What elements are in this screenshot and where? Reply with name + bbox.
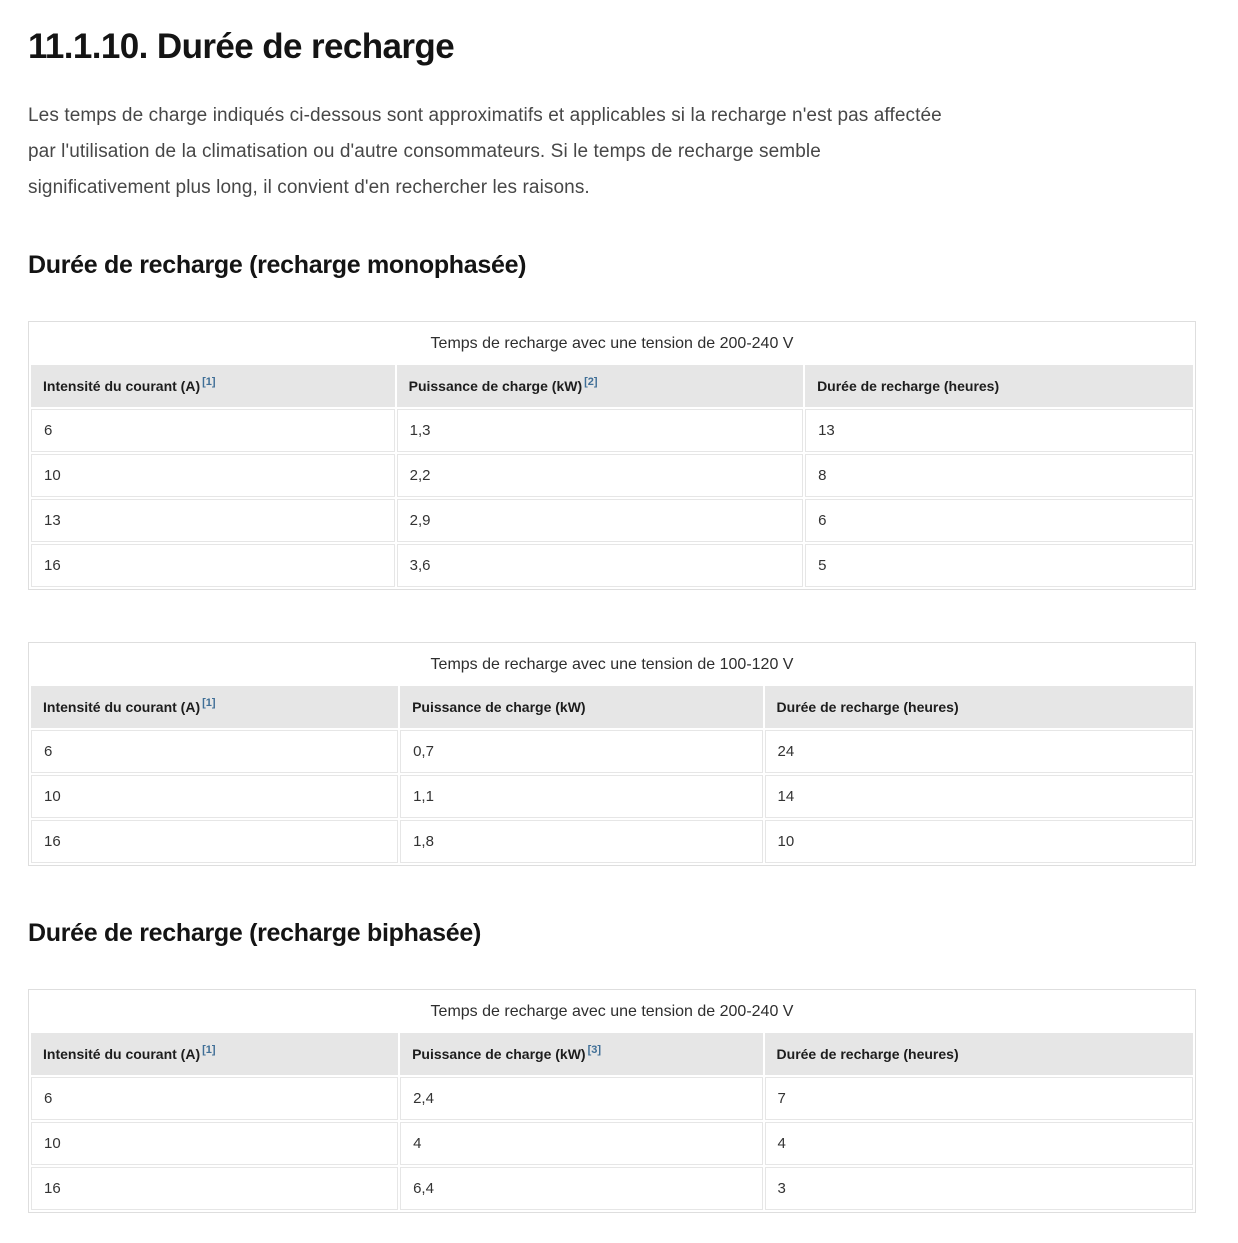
table-row bbox=[31, 499, 1193, 542]
table-cell: 16 bbox=[31, 820, 398, 863]
table-caption-row bbox=[31, 324, 1193, 363]
column-header bbox=[31, 1033, 398, 1075]
intro-line: significativement plus long, il convient d'en rechercher les raisons. bbox=[28, 177, 590, 198]
column-header-label: Durée de recharge (heures) bbox=[817, 378, 1000, 394]
table-cell: 2,4 bbox=[400, 1077, 762, 1120]
footnote-link[interactable]: [1] bbox=[202, 1044, 216, 1057]
column-header-label: Puissance de charge (kW) bbox=[412, 699, 586, 715]
footnote-link[interactable]: [1] bbox=[202, 376, 216, 389]
column-header-label: Puissance de charge (kW) bbox=[408, 378, 583, 394]
table-cell: 2,9 bbox=[397, 499, 803, 542]
table-cell: 3 bbox=[765, 1167, 1193, 1210]
table-caption: Temps de recharge avec une tension de 200-240 V bbox=[430, 1003, 794, 1020]
footnote-link[interactable]: [1] bbox=[202, 697, 216, 710]
table-cell: 4 bbox=[765, 1122, 1193, 1165]
table-header-row bbox=[31, 365, 1193, 407]
table-cell: 8 bbox=[805, 454, 1193, 497]
table-cell: 6 bbox=[805, 499, 1193, 542]
table-cell: 1,3 bbox=[397, 409, 803, 452]
table-row bbox=[31, 454, 1193, 497]
table-cell: 16 bbox=[31, 544, 395, 587]
table-cell: 7 bbox=[765, 1077, 1193, 1120]
table-cell: 14 bbox=[765, 775, 1193, 818]
charge-duration-table bbox=[29, 643, 1195, 865]
table-row bbox=[31, 730, 1193, 773]
table-cell: 6,4 bbox=[400, 1167, 762, 1210]
table-row bbox=[31, 1167, 1193, 1210]
table-cell: 13 bbox=[31, 499, 395, 542]
table-row bbox=[31, 544, 1193, 587]
table-caption-row bbox=[31, 992, 1193, 1031]
table-cell: 3,6 bbox=[397, 544, 803, 587]
table-cell: 16 bbox=[31, 1167, 398, 1210]
table-cell: 6 bbox=[31, 1077, 398, 1120]
column-header bbox=[765, 686, 1193, 728]
column-header bbox=[765, 1033, 1193, 1075]
column-header bbox=[31, 365, 395, 407]
charge-table-monophase-100-120v bbox=[28, 642, 1196, 866]
footnote-link[interactable]: [3] bbox=[587, 1044, 602, 1057]
column-header-label: Puissance de charge (kW) bbox=[412, 1046, 586, 1062]
table-row bbox=[31, 820, 1193, 863]
table-cell: 0,7 bbox=[400, 730, 762, 773]
table-row bbox=[31, 409, 1193, 452]
column-header-label: Intensité du courant (A) bbox=[43, 378, 201, 394]
table-cell: 5 bbox=[805, 544, 1193, 587]
column-header bbox=[31, 686, 398, 728]
charge-table-monophase-200-240v bbox=[28, 321, 1196, 590]
intro-paragraph bbox=[28, 98, 1196, 206]
table-cell: 10 bbox=[31, 775, 398, 818]
intro-line: par l'utilisation de la climatisation ou d'autre consommateurs. Si le temps de recharge semble bbox=[28, 141, 821, 162]
table-caption: Temps de recharge avec une tension de 100-120 V bbox=[430, 656, 794, 673]
table-caption: Temps de recharge avec une tension de 200-240 V bbox=[430, 335, 794, 352]
column-header-label: Durée de recharge (heures) bbox=[776, 699, 959, 715]
table-cell: 2,2 bbox=[397, 454, 803, 497]
section-heading-biphase: Durée de recharge (recharge biphasée) bbox=[28, 919, 481, 947]
footnote-link[interactable]: [2] bbox=[584, 376, 598, 389]
column-header bbox=[400, 686, 762, 728]
column-header-label: Intensité du courant (A) bbox=[43, 1046, 201, 1062]
table-header-row bbox=[31, 686, 1193, 728]
column-header-label: Intensité du courant (A) bbox=[43, 699, 201, 715]
intro-line: Les temps de charge indiqués ci-dessous sont approximatifs et applicables si la recharge n'est pas affectée bbox=[28, 105, 942, 126]
table-cell: 10 bbox=[765, 820, 1193, 863]
table-cell: 1,8 bbox=[400, 820, 762, 863]
charge-duration-table bbox=[29, 990, 1195, 1212]
table-cell: 6 bbox=[31, 409, 395, 452]
page-title: 11.1.10. Durée de recharge bbox=[28, 27, 455, 66]
table-cell: 10 bbox=[31, 454, 395, 497]
table-cell: 1,1 bbox=[400, 775, 762, 818]
table-cell: 13 bbox=[805, 409, 1193, 452]
table-cell: 10 bbox=[31, 1122, 398, 1165]
table-cell: 24 bbox=[765, 730, 1193, 773]
table-row bbox=[31, 1122, 1193, 1165]
table-row bbox=[31, 775, 1193, 818]
table-caption-row bbox=[31, 645, 1193, 684]
charge-table-biphase-200-240v bbox=[28, 989, 1196, 1213]
column-header bbox=[400, 1033, 762, 1075]
section-heading-monophase: Durée de recharge (recharge monophasée) bbox=[28, 251, 527, 279]
table-row bbox=[31, 1077, 1193, 1120]
charge-duration-table bbox=[29, 322, 1195, 589]
table-cell: 4 bbox=[400, 1122, 762, 1165]
manual-page bbox=[0, 26, 1238, 1243]
column-header bbox=[805, 365, 1193, 407]
table-cell: 6 bbox=[31, 730, 398, 773]
table-header-row bbox=[31, 1033, 1193, 1075]
column-header bbox=[397, 365, 803, 407]
column-header-label: Durée de recharge (heures) bbox=[776, 1046, 959, 1062]
